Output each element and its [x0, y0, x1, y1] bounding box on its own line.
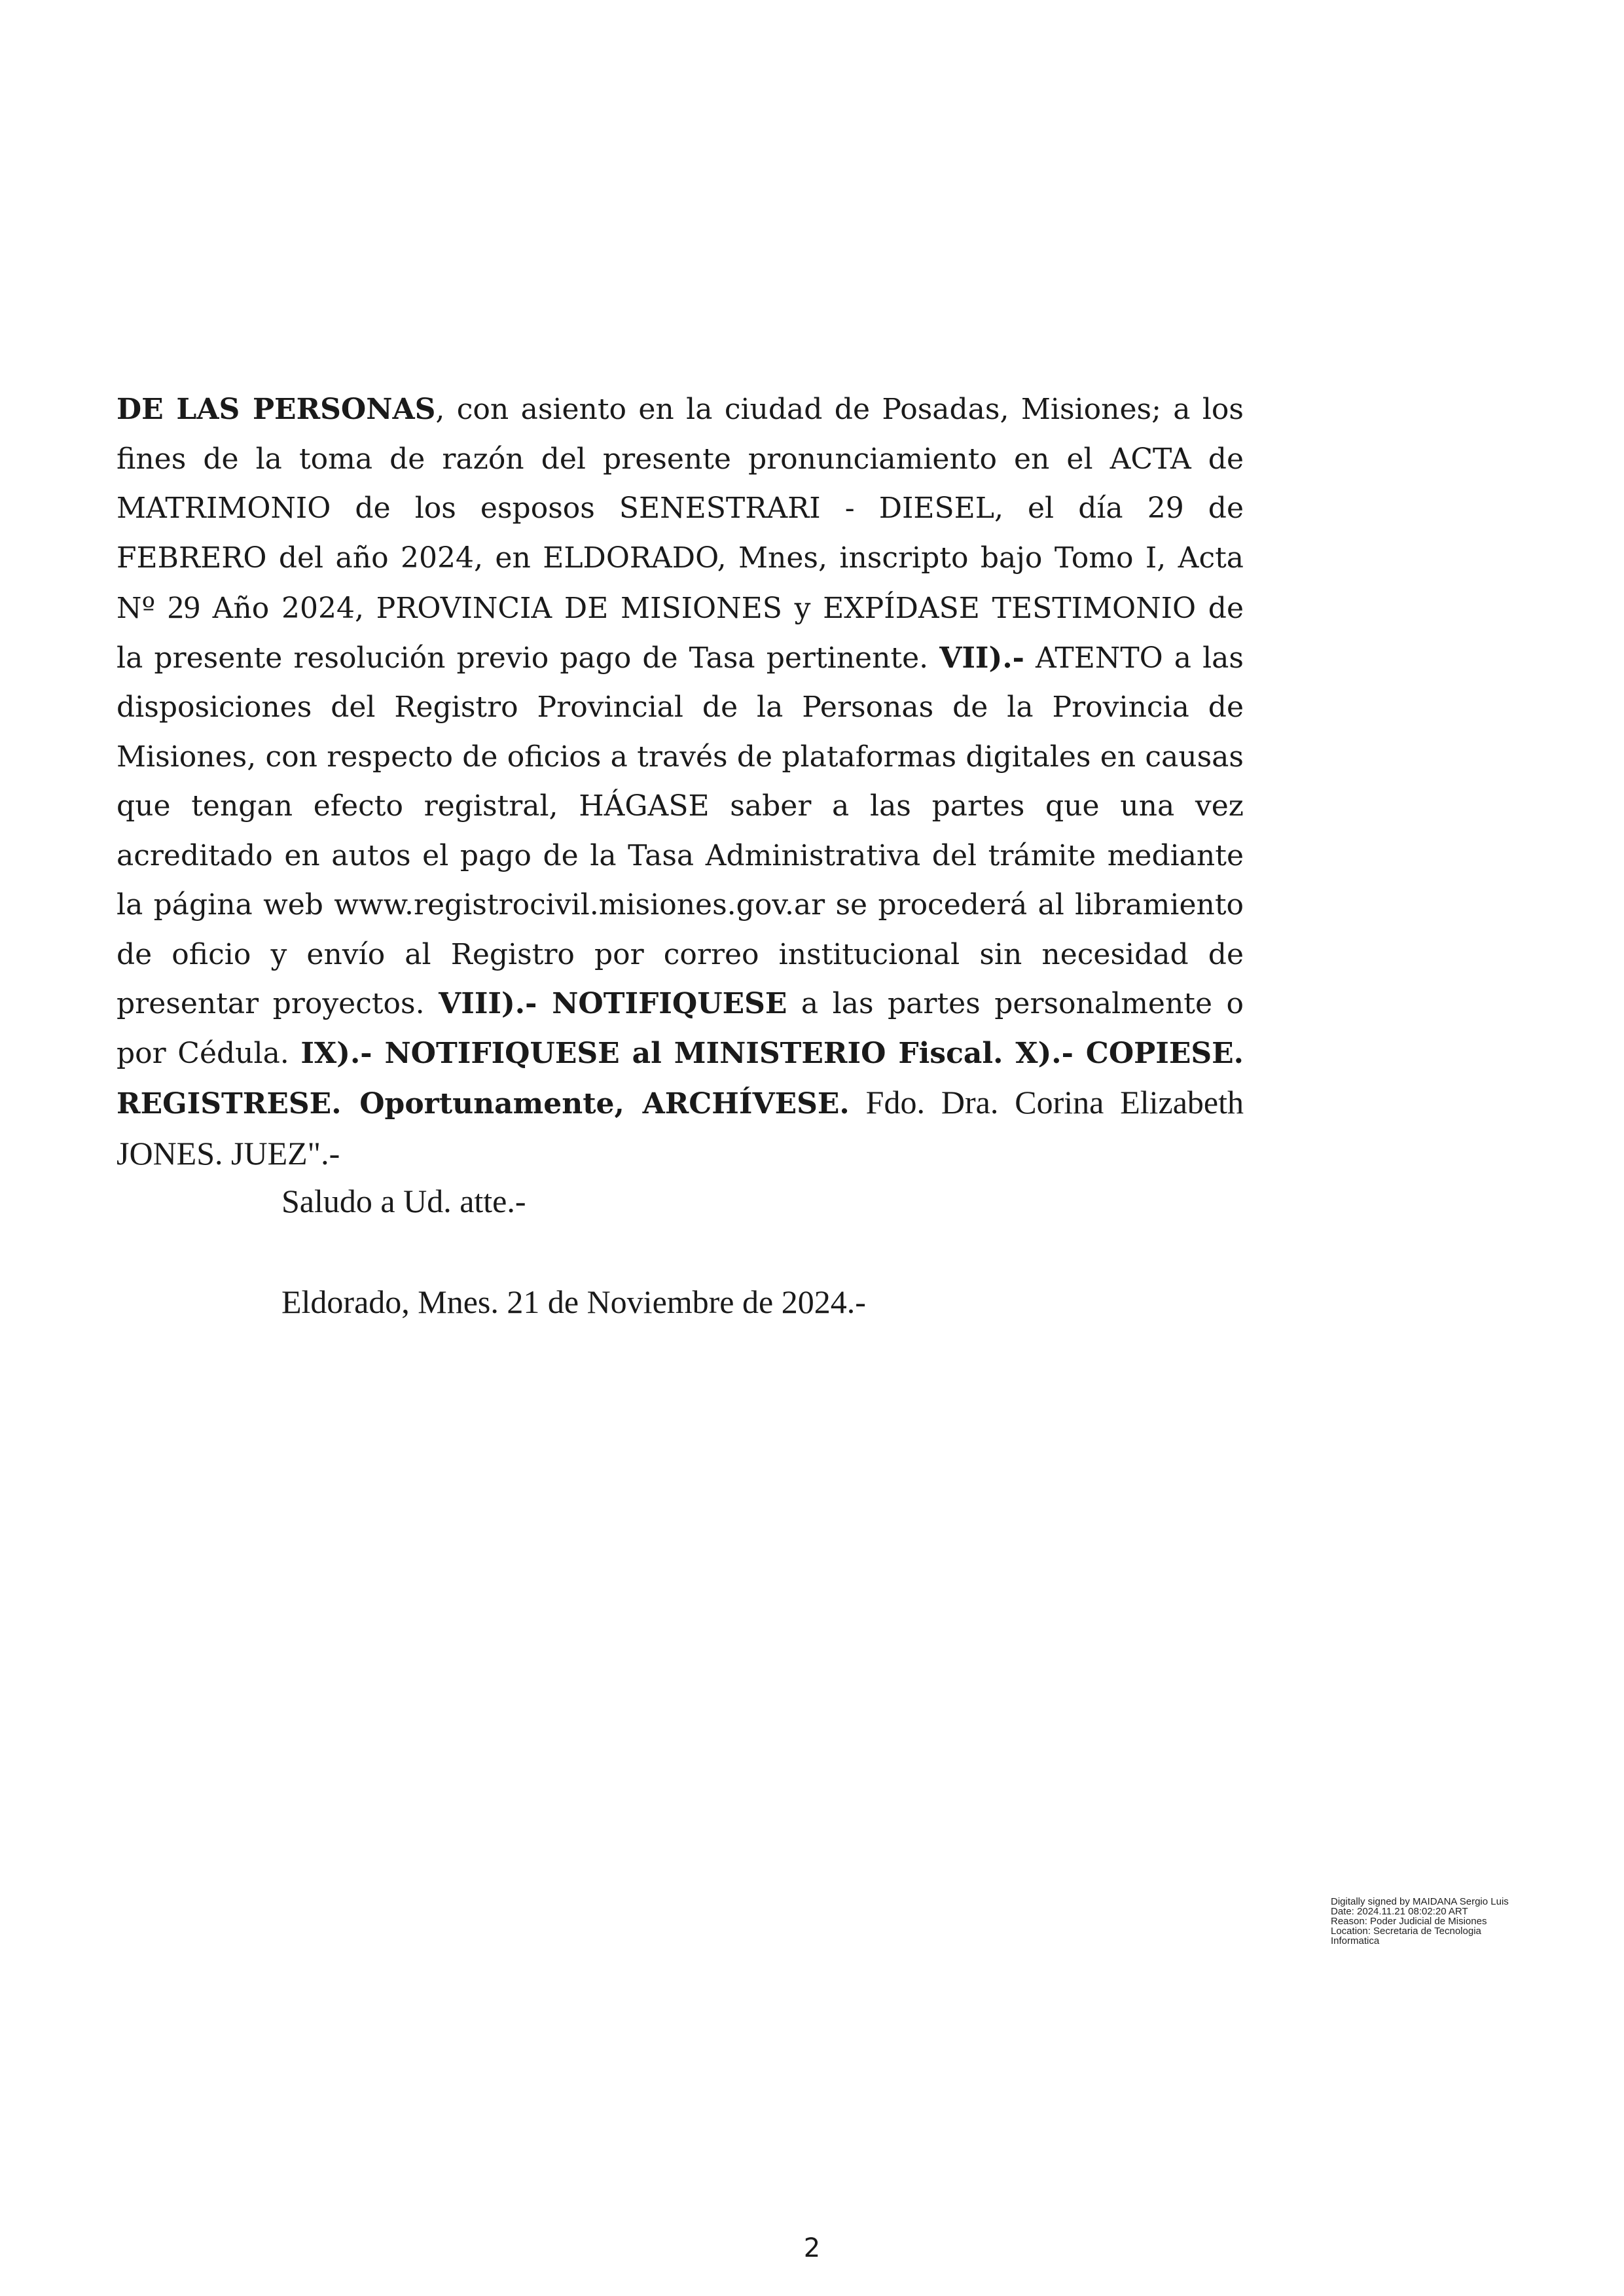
signature-date: Date: 2024.11.21 08:02:20 ART	[1331, 1906, 1468, 1917]
salutation: Saludo a Ud. atte.-	[281, 1183, 526, 1219]
page-number: 2	[803, 2233, 821, 2263]
item-ix-x-label: IX).- NOTIFIQUESE al MINISTERIO Fiscal. X).- COPIESE. REGISTRESE. Oportunamente, ARCHÍVESE.	[117, 1036, 1244, 1121]
resolution-body	[117, 385, 1244, 1179]
place-and-date: Eldorado, Mnes. 21 de Noviembre de 2024.-	[281, 1283, 866, 1320]
body-text-2: Año 2024, PROVINCIA DE MISIONES y EXPÍDASE TESTIMONIO de la presente resolución previo pago de Tasa pertinente.	[117, 592, 1244, 675]
signature-signer: Digitally signed by MAIDANA Sergio Luis	[1331, 1896, 1509, 1907]
body-text-1: , con asiento en la ciudad de Posadas, Misiones; a los fines de la toma de razón del presente pronunciamiento en el ACTA de MATRIMONIO de los esposos SENESTRARI - DIESEL, el día 29 de FEBRERO del año 2024, en ELDORADO, Mnes, inscripto bajo Tomo I, Acta Nº	[117, 393, 1244, 625]
acta-number: 29	[167, 588, 200, 625]
registry-name: DE LAS PERSONAS	[117, 393, 436, 426]
signed-by-judge: Fdo. Dra. Corina Elizabeth JONES. JUEZ".-	[117, 1084, 1244, 1172]
digital-signature-block	[1331, 1897, 1547, 1946]
item-viii-label: VIII).- NOTIFIQUESE	[439, 987, 787, 1020]
item-vii-label: VII).-	[939, 641, 1024, 675]
body-text-4: a las partes personalmente o por Cédula.	[117, 987, 1244, 1070]
signature-location: Location: Secretaria de Tecnologia	[1331, 1926, 1481, 1937]
body-text-3: ATENTO a las disposiciones del Registro Provincial de la Personas de la Provincia de Misiones, con respecto de oficios a través de plataformas digitales en causas que tengan efecto registral, HÁGASE saber a las partes que una vez acreditado en autos el pago de la Tasa Administrativa del trámite mediante la página web www.registrocivil.misiones.gov.ar se procederá al libramiento de oficio y envío al Registro por correo institucional sin necesidad de presentar proyectos.	[117, 641, 1244, 1020]
signature-reason: Reason: Poder Judicial de Misiones	[1331, 1916, 1487, 1927]
signature-location-cont: Informatica	[1331, 1935, 1380, 1946]
